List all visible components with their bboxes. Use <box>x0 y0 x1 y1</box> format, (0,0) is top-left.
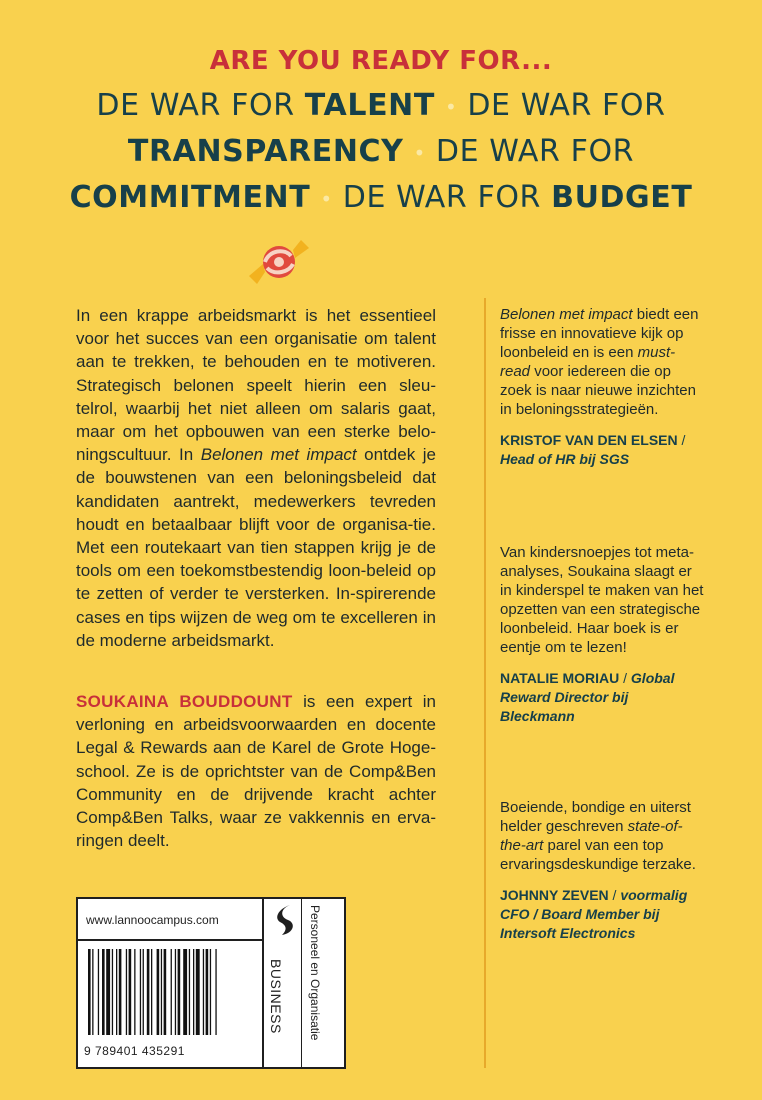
headline-line-3 <box>0 180 762 215</box>
quote-text: Van kindersnoepjes tot meta-analyses, Soukaina slaagt er in kinderspel te maken van het opzetten van een strategische loonbeleid. Haar boek is er eentje om te lezen! <box>500 544 704 656</box>
barcode-bar <box>129 949 132 1035</box>
headline-text: DE WAR FOR <box>342 180 552 215</box>
barcode-bar <box>88 949 91 1035</box>
category-rule <box>301 899 302 1067</box>
quote-role: voormalig CFO / Board Member bij Intersoft Electronics <box>500 887 688 941</box>
quote-role: Head of HR bij SGS <box>500 451 630 467</box>
quote-3 <box>500 798 705 943</box>
bullet-separator: • <box>444 94 458 119</box>
barcode-bar <box>140 949 141 1035</box>
publisher-logo-icon <box>274 903 300 937</box>
barcode-panel <box>76 897 346 1069</box>
headline-text: DE WAR FOR <box>467 88 666 123</box>
barcode-bar <box>98 949 99 1035</box>
barcode-rule <box>78 939 262 941</box>
barcode-bar <box>215 949 216 1035</box>
category-label: Personeel en Organisatie <box>308 905 322 1041</box>
quote-italic: Belonen met impact <box>500 306 633 323</box>
bullet-separator: • <box>413 140 426 165</box>
quote-segment: voor iedereen die op zoek is naar nieuwe inzichten in beloningsstrategieën. <box>500 363 696 418</box>
headline-text: DE WAR FOR <box>96 88 305 123</box>
quote-attribution: NATALIE MORIAU / Global Reward Director bij Bleckmann <box>500 670 675 724</box>
author-bio <box>76 690 436 852</box>
description-text: ontdek je de bouwstenen van een beloningsbeleid dat kandidaten aantrekt, medewerkers tevreden houdt en betaalbaar blijft voor de organisa-tie. Met een routekaart van tien stappen krijg je de tools om een toekomstbestendig loon-beleid op te zetten of verder te versterken. In-spirerende cases en tips wijzen de weg om te excelleren in de moderne arbeidsmarkt. <box>76 445 436 650</box>
barcode-section <box>78 899 262 1067</box>
quote-author: NATALIE MORIAU <box>500 670 620 686</box>
quote-author: JOHNNY ZEVEN <box>500 887 609 903</box>
barcode-bar <box>134 949 135 1035</box>
barcode-bar <box>147 949 150 1035</box>
quote-role: Global Reward Director bij Bleckmann <box>500 670 675 724</box>
column-divider <box>484 298 486 1068</box>
barcode-bar <box>210 949 211 1035</box>
category-section <box>264 899 344 1067</box>
barcode-bar <box>102 949 105 1035</box>
barcode-bar <box>193 949 194 1035</box>
barcode-bar <box>183 949 187 1035</box>
barcode-bar <box>203 949 204 1035</box>
quote-segment: Boeiende, bondige en uiterst helder geschreven <box>500 799 691 835</box>
quote-italic: must-read <box>500 344 676 380</box>
publisher-url[interactable]: www.lannoocampus.com <box>86 913 219 927</box>
quote-italic: state-of-the-art <box>500 818 683 854</box>
barcode-bar <box>116 949 117 1035</box>
headline-keyword: TRANSPARENCY <box>127 134 404 169</box>
barcode-bar <box>92 949 93 1035</box>
headline-keyword: BUDGET <box>551 180 693 215</box>
quote-author: KRISTOF VAN DEN ELSEN <box>500 432 678 448</box>
barcode-bar <box>178 949 181 1035</box>
quote-text <box>500 305 705 419</box>
headline-keyword: COMMITMENT <box>69 180 311 215</box>
headline-text: DE WAR FOR <box>435 134 635 169</box>
quote-1 <box>500 305 705 469</box>
book-description <box>76 304 436 652</box>
description-text: In een krappe arbeidsmarkt is het essentieel voor het succes van een organisatie om talent aan te trekken, te behouden en te motiveren. Strategisch belonen speelt hierin een sleu-telrol, waarbij het niet alleen om salaris gaat, maar om het opbouwen van een sterke belo-ningscultuur. In <box>76 306 436 465</box>
barcode-bar <box>189 949 190 1035</box>
bio-text: is een expert in verloning en arbeidsvoorwaarden en docente Legal & Rewards aan de Karel de Grote Hoge-school. Ze is de oprichtster van de Comp&Ben Community en de drijvende kracht achter Comp&Ben Talks, waar ze vakkennis en erva-ringen deelt. <box>76 692 437 851</box>
barcode-bar <box>171 949 172 1035</box>
quote-2 <box>500 543 705 726</box>
quote-attribution: KRISTOF VAN DEN ELSEN / Head of HR bij SGS <box>500 432 686 467</box>
headline-keyword: TALENT <box>304 88 435 123</box>
quote-attribution: JOHNNY ZEVEN / voormalig CFO / Board Member bij Intersoft Electronics <box>500 887 688 941</box>
barcode-bar <box>206 949 209 1035</box>
tagline: ARE YOU READY FOR... <box>209 46 553 76</box>
isbn-number: 9 789401 435291 <box>84 1044 185 1058</box>
author-name: SOUKAINA BOUDDOUNT <box>76 692 293 711</box>
barcode <box>88 949 258 1035</box>
barcode-bar <box>175 949 176 1035</box>
barcode-bar <box>126 949 127 1035</box>
book-title: Belonen met impact <box>200 445 357 465</box>
headline-line-2 <box>0 134 762 169</box>
quote-segment: parel van een top ervaringsdeskundige terzake. <box>500 837 696 873</box>
bullet-separator: • <box>320 186 333 211</box>
barcode-bar <box>119 949 122 1035</box>
barcode-bar <box>157 949 160 1035</box>
quote-segment: biedt een frisse en innovatieve kijk op loonbeleid en is een <box>500 306 699 361</box>
quote-text <box>500 798 705 874</box>
barcode-bar <box>106 949 110 1035</box>
barcode-bar <box>196 949 200 1035</box>
barcode-bar <box>112 949 113 1035</box>
barcode-bar <box>164 949 167 1035</box>
barcode-bar <box>143 949 144 1035</box>
headline-line-1 <box>0 88 762 123</box>
barcode-bar <box>161 949 162 1035</box>
barcode-bar <box>151 949 152 1035</box>
candy-icon <box>245 236 313 288</box>
business-label: BUSINESS <box>268 959 284 1034</box>
